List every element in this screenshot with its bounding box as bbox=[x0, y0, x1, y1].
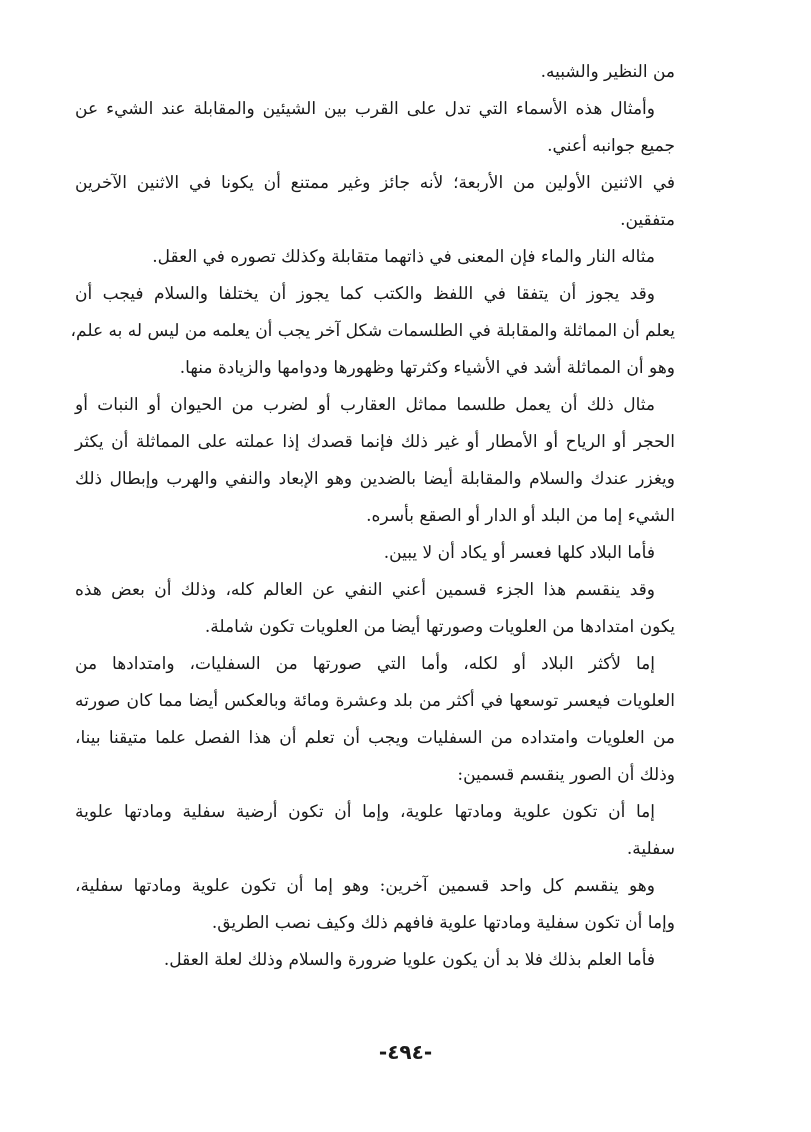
page-number: -٤٩٤- bbox=[378, 1040, 433, 1064]
text-line: وهو ينقسم كل واحد قسمين آخرين: وهو إما أن تكون علوية ومادتها سفلية، bbox=[75, 876, 655, 896]
text-line: مثاله النار والماء فإن المعنى في ذاتهما متقابلة وكذلك تصوره في العقل. bbox=[152, 247, 655, 267]
text-line: إما لأكثر البلاد أو لكله، وأما التي صورتها من السفليات، وامتدادها من bbox=[75, 654, 655, 674]
text-line: متفقين. bbox=[620, 210, 675, 230]
text-line: يكون امتدادها من العلويات وصورتها أيضا من العلويات تكون شاملة. bbox=[204, 617, 675, 637]
text-line: الشيء إما من البلد أو الدار أو الصقع بأسره. bbox=[366, 506, 675, 526]
text-line: من النظير والشبيه. bbox=[540, 62, 675, 82]
text-line: وهو أن المماثلة أشد في الأشياء وكثرتها وظهورها ودوامها والزيادة منها. bbox=[179, 358, 675, 378]
text-line: وأمثال هذه الأسماء التي تدل على القرب بين الشيئين والمقابلة عند الشيء عن bbox=[75, 99, 655, 119]
text-line: في الاثنين الأولين من الأربعة؛ لأنه جائز وغير ممتنع أن يكونا في الاثنين الآخرين bbox=[75, 173, 675, 193]
text-line: مثال ذلك أن يعمل طلسما مماثل العقارب أو لضرب من الحيوان أو النبات أو bbox=[75, 395, 655, 415]
text-line: وإما أن تكون سفلية ومادتها علوية فافهم ذلك وكيف نصب الطريق. bbox=[211, 913, 675, 933]
text-line: جميع جوانبه أعني. bbox=[547, 136, 675, 156]
text-line: العلويات فيعسر توسعها في أكثر من بلد وعشرة ومائة وبالعكس أيضا مما كان صورته bbox=[75, 691, 675, 711]
text-line: من العلويات وامتداده من السفليات ويجب أن تعلم أن هذا الفصل علما متيقنا بينا، bbox=[75, 728, 675, 748]
text-line: وقد يجوز أن يتفقا في اللفظ والكتب كما يجوز أن يختلفا والسلام فيجب أن bbox=[75, 284, 655, 304]
text-line: فأما البلاد كلها فعسر أو يكاد أن لا يبين. bbox=[383, 543, 655, 563]
text-line: يعلم أن المماثلة والمقابلة في الطلسمات شكل آخر يجب أن يعلمه من ليس له به علم، bbox=[70, 321, 675, 341]
text-line: سفلية. bbox=[626, 839, 675, 859]
text-line: الحجر أو الرياح أو الأمطار أو غير ذلك فإنما قصدك إذا عملته على المماثلة أن يكثر bbox=[75, 432, 675, 452]
page-body bbox=[70, 60, 675, 985]
text-line: إما أن تكون علوية ومادتها علوية، وإما أن تكون أرضية سفلية ومادتها علوية bbox=[75, 802, 655, 822]
text-line: ويغزر عندك والسلام والمقابلة أيضا بالضدين وهو الإبعاد والنفي والهرب وإبطال ذلك bbox=[75, 469, 675, 489]
text-line: فأما العلم بذلك فلا بد أن يكون علويا ضرورة والسلام وذلك لعلة العقل. bbox=[163, 950, 655, 970]
text-line: وقد ينقسم هذا الجزء قسمين أعني النفي عن العالم كله، وذلك أن بعض هذه bbox=[75, 580, 655, 600]
text-line: وذلك أن الصور ينقسم قسمين: bbox=[457, 765, 675, 785]
